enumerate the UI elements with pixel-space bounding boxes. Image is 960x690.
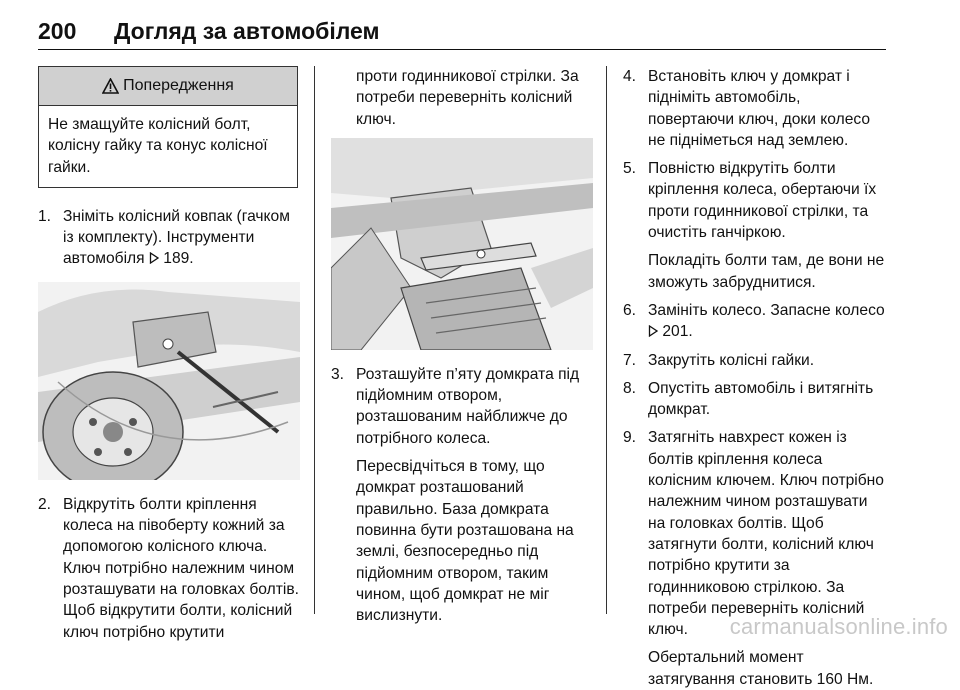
page-reference-arrow-icon [149, 252, 159, 264]
header-divider [38, 49, 886, 50]
step-3-text: Розташуйте п’яту домкрата під підйомним отвором, розташованим найближче до потрібного колеса. [356, 365, 580, 447]
step-4-number: 4. [623, 68, 637, 85]
step-8 [623, 378, 889, 421]
warning-box [38, 66, 298, 188]
illustration-wheel-bolts [38, 282, 300, 480]
warning-header [39, 67, 297, 106]
step-9-note: Обертальний момент затягування становить 160 Нм. [648, 649, 874, 688]
step-6 [623, 300, 889, 343]
step-3-note: Пересвідчіться в тому, що домкрат розташований правильно. База домкрата повинна бути розташована на землі, безпосередньо під підйомним отвором, таким чином, щоб домкрат не міг вислизнути. [356, 458, 574, 625]
step-8-text: Опустіть автомобіль і витягніть домкрат. [648, 379, 874, 419]
page-reference-arrow-icon [648, 325, 658, 337]
warning-triangle-icon [102, 78, 119, 94]
step-1 [38, 206, 300, 270]
step-1-text: Зніміть колісний ковпак (гачком із комплекту). Інструменти автомобіля [63, 207, 290, 268]
warning-text: Не змащуйте колісний болт, колісну гайку та конус колісної гайки. [48, 116, 268, 176]
step-6-number: 6. [623, 301, 637, 319]
step-7 [623, 350, 889, 371]
watermark-brand: carmanualsonline.info [729, 614, 948, 639]
step-9-number: 9. [623, 429, 637, 447]
column-2 [331, 66, 593, 626]
step-4 [623, 66, 889, 151]
step-1-number: 1. [38, 207, 52, 225]
column-3 [623, 66, 889, 690]
step-2 [38, 494, 300, 643]
step-6-page-ref[interactable]: 201. [662, 323, 693, 341]
step-5-note: Покладіть болти там, де вони не зможуть забруднитися. [648, 252, 885, 291]
jack-position-illustration [331, 138, 593, 350]
column-1 [38, 66, 300, 643]
step-2-number: 2. [38, 495, 52, 513]
step-8-number: 8. [623, 379, 637, 397]
step-5 [623, 158, 889, 243]
step-7-text: Закрутіть колісні гайки. [648, 351, 815, 369]
step-2-text: Відкрутіть болти кріплення колеса на півоберту кожний за допомогою колісного ключа. Ключ потрібно належним чином розташувати на головках болтів. Щоб відкрутити болти, колісний ключ потрібно крутити [63, 495, 299, 641]
page-number: 200 [38, 18, 77, 44]
step-3 [331, 364, 593, 449]
page-title: Догляд за автомобілем [114, 18, 380, 44]
illustration-jack-placement [331, 138, 593, 350]
column-divider-1 [314, 66, 315, 614]
step-5-text: Повністю відкрутіть болти кріплення колеса, обертаючи їх проти годинникової стрілки, та очистіть ганчіркою. [648, 160, 877, 242]
step-9-text: Затягніть навхрест кожен із болтів кріплення колеса колісним ключем. Ключ потрібно належним чином розташувати на головках болтів. Щоб затягнути болти, колісний ключ потрібно крутити за годинниковою стрілкою. За потреби переверніть колісний ключ. [648, 429, 884, 639]
step-9 [623, 427, 889, 640]
step-1-page-ref[interactable]: 189. [163, 250, 194, 268]
step-4-text: Встановіть ключ у домкрат і підніміть автомобіль, повертаючи ключ, доки колесо не підніметься над землею. [648, 68, 871, 149]
warning-title: Попередження [123, 77, 234, 95]
step-7-number: 7. [623, 351, 637, 369]
step-6-text: Замініть колесо. Запасне колесо [648, 301, 885, 319]
step-2-continued: проти годинникової стрілки. За потреби переверніть колісний ключ. [356, 68, 579, 128]
step-3-number: 3. [331, 365, 345, 383]
column-divider-2 [606, 66, 607, 614]
step-5-number: 5. [623, 160, 637, 178]
wheel-cover-removal-illustration [38, 282, 300, 480]
page-header [38, 14, 886, 52]
